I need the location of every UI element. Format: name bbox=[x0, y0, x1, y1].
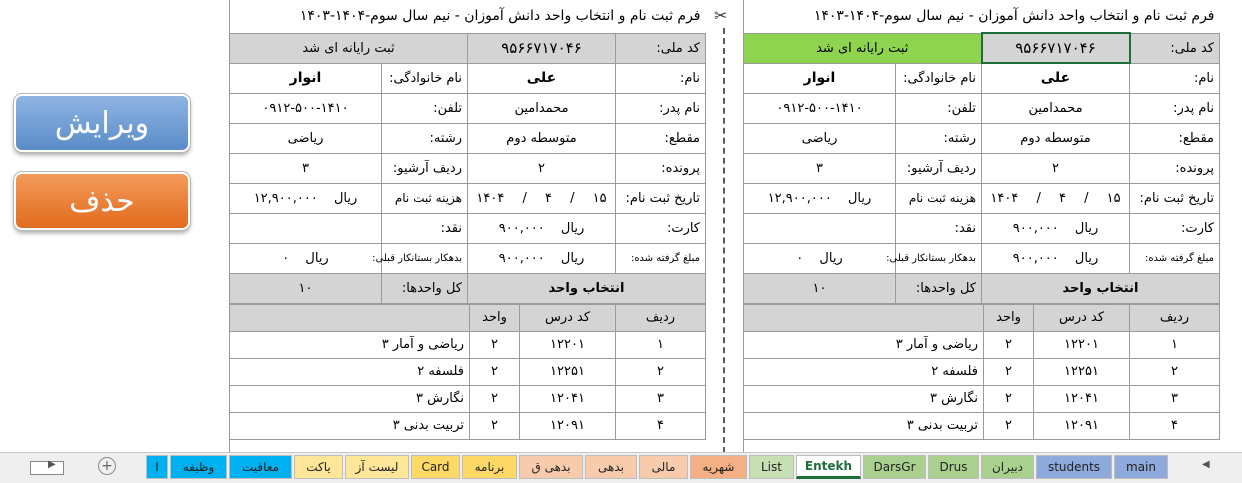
archive-value[interactable]: ۳ bbox=[744, 153, 896, 183]
table-row[interactable] bbox=[230, 412, 706, 439]
tab-card[interactable]: Card bbox=[411, 455, 460, 479]
col-header-name bbox=[230, 304, 470, 331]
total-units-label: کل واحدها: bbox=[382, 273, 468, 303]
course-code: ۱۲۰۹۱ bbox=[520, 412, 616, 439]
course-table bbox=[743, 304, 1220, 440]
tab-debt[interactable]: بدهی bbox=[585, 455, 637, 479]
level-label: مقطع: bbox=[1130, 123, 1220, 153]
course-units: ۲ bbox=[470, 331, 520, 358]
table-row[interactable] bbox=[744, 412, 1220, 439]
tab-truncated[interactable]: ا bbox=[146, 455, 168, 479]
currency-label: ریال bbox=[847, 190, 872, 206]
col-header-units: واحد bbox=[470, 304, 520, 331]
received-label: مبلغ گرفته شده: bbox=[616, 243, 706, 273]
first-name-label: نام: bbox=[616, 63, 706, 93]
card-label: کارت: bbox=[1130, 213, 1220, 243]
national-id-value[interactable]: ۹۵۶۶۷۱۷۰۴۶ bbox=[468, 33, 616, 63]
father-name-value[interactable]: محمدامین bbox=[468, 93, 616, 123]
phone-value[interactable]: ۰۹۱۲-۵۰۰-۱۴۱۰ bbox=[230, 93, 382, 123]
reg-month: ۴ bbox=[1058, 190, 1066, 206]
course-name: ریاضی و آمار ۳ bbox=[744, 331, 984, 358]
course-units: ۲ bbox=[984, 331, 1034, 358]
reg-date-value[interactable] bbox=[468, 183, 616, 213]
currency-label: ریال bbox=[560, 220, 585, 236]
fee-value[interactable] bbox=[744, 183, 896, 213]
reg-month: ۴ bbox=[544, 190, 552, 206]
tab-darsgr[interactable]: DarsGr bbox=[863, 455, 926, 479]
last-name-label: نام خانوادگی: bbox=[896, 63, 982, 93]
cash-value[interactable] bbox=[230, 213, 382, 243]
father-name-label: نام پدر: bbox=[1130, 93, 1220, 123]
received-label: مبلغ گرفته شده: bbox=[1130, 243, 1220, 273]
tab-prev-debt[interactable]: بدهی ق bbox=[519, 455, 583, 479]
tab-duty[interactable]: وظیفه bbox=[170, 455, 227, 479]
course-name: فلسفه ۲ bbox=[230, 358, 470, 385]
course-row-number: ۲ bbox=[1130, 358, 1220, 385]
tab-finance[interactable]: مالی bbox=[639, 455, 688, 479]
total-units-value[interactable]: ۱۰ bbox=[230, 273, 382, 303]
course-code: ۱۲۰۴۱ bbox=[520, 385, 616, 412]
table-row[interactable] bbox=[230, 331, 706, 358]
course-code: ۱۲۲۵۱ bbox=[520, 358, 616, 385]
received-amount: ۹۰۰,۰۰۰ bbox=[1012, 250, 1059, 266]
cut-line-divider bbox=[723, 28, 725, 453]
national-id-label: کد ملی: bbox=[616, 33, 706, 63]
form-title: فرم ثبت نام و انتخاب واحد دانش آموزان - نیم سال سوم-۱۴۰۴-۱۴۰۳ bbox=[744, 0, 1220, 33]
cash-label: نقد: bbox=[896, 213, 982, 243]
tab-tuition[interactable]: شهریه bbox=[690, 455, 747, 479]
tab-scroll-left-icon[interactable]: ◀ bbox=[1202, 459, 1210, 470]
field-value[interactable]: ریاضی bbox=[744, 123, 896, 153]
level-label: مقطع: bbox=[616, 123, 706, 153]
course-name: نگارش ۳ bbox=[744, 385, 984, 412]
file-value[interactable]: ۲ bbox=[982, 153, 1130, 183]
field-label: رشته: bbox=[896, 123, 982, 153]
course-code: ۱۲۰۴۱ bbox=[1034, 385, 1130, 412]
tab-schedule[interactable]: برنامه bbox=[462, 455, 517, 479]
col-header-code: کد درس bbox=[520, 304, 616, 331]
horizontal-scrollbar[interactable] bbox=[30, 461, 64, 475]
tab-exam-list[interactable]: لیست آز bbox=[345, 455, 409, 479]
form-table bbox=[229, 0, 706, 304]
card-value[interactable] bbox=[468, 213, 616, 243]
course-row-number: ۴ bbox=[616, 412, 706, 439]
registration-form-left bbox=[230, 0, 706, 452]
fee-value[interactable] bbox=[230, 183, 382, 213]
file-label: پرونده: bbox=[1130, 153, 1220, 183]
last-name-value[interactable]: انوار bbox=[230, 63, 382, 93]
selection-header: انتخاب واحد bbox=[468, 273, 706, 303]
level-value[interactable]: متوسطه دوم bbox=[982, 123, 1130, 153]
tab-drus[interactable]: Drus bbox=[928, 455, 979, 479]
date-separator: / bbox=[1036, 190, 1041, 206]
file-label: پرونده: bbox=[616, 153, 706, 183]
currency-label: ریال bbox=[1074, 220, 1099, 236]
phone-label: تلفن: bbox=[382, 93, 468, 123]
last-name-label: نام خانوادگی: bbox=[382, 63, 468, 93]
course-units: ۲ bbox=[984, 412, 1034, 439]
scroll-right-icon[interactable]: ▶ bbox=[48, 459, 56, 470]
course-name: نگارش ۳ bbox=[230, 385, 470, 412]
last-name-value[interactable]: انوار bbox=[744, 63, 896, 93]
father-name-label: نام پدر: bbox=[616, 93, 706, 123]
course-units: ۲ bbox=[984, 358, 1034, 385]
course-code: ۱۲۲۰۱ bbox=[520, 331, 616, 358]
reg-date-label: تاریخ ثبت نام: bbox=[1130, 183, 1220, 213]
course-table bbox=[229, 304, 706, 440]
course-code: ۱۲۲۵۱ bbox=[1034, 358, 1130, 385]
reg-day: ۱۵ bbox=[592, 190, 607, 206]
tab-envelope[interactable]: یاکت bbox=[294, 455, 343, 479]
registration-form-right bbox=[744, 0, 1220, 452]
received-value[interactable] bbox=[468, 243, 616, 273]
total-units-label: کل واحدها: bbox=[896, 273, 982, 303]
fee-amount: ۱۲,۹۰۰,۰۰۰ bbox=[253, 190, 318, 206]
course-row-number: ۲ bbox=[616, 358, 706, 385]
course-units: ۲ bbox=[470, 358, 520, 385]
fee-amount: ۱۲,۹۰۰,۰۰۰ bbox=[767, 190, 832, 206]
tab-teachers[interactable]: دبیران bbox=[981, 455, 1034, 479]
delete-button[interactable]: حذف bbox=[14, 172, 190, 230]
col-header-name bbox=[744, 304, 984, 331]
received-value[interactable] bbox=[982, 243, 1130, 273]
col-header-units: واحد bbox=[984, 304, 1034, 331]
course-code: ۱۲۰۹۱ bbox=[1034, 412, 1130, 439]
reg-day: ۱۵ bbox=[1106, 190, 1121, 206]
currency-label: ریال bbox=[333, 190, 358, 206]
add-sheet-button[interactable]: + bbox=[98, 457, 116, 475]
course-units: ۲ bbox=[984, 385, 1034, 412]
course-code: ۱۲۲۰۱ bbox=[1034, 331, 1130, 358]
currency-label: ریال bbox=[819, 250, 843, 266]
course-name: تربیت بدنی ۳ bbox=[230, 412, 470, 439]
tab-entekh[interactable]: Entekh bbox=[796, 455, 861, 479]
received-amount: ۹۰۰,۰۰۰ bbox=[498, 250, 545, 266]
form-title: فرم ثبت نام و انتخاب واحد دانش آموزان - نیم سال سوم-۱۴۰۴-۱۴۰۳ bbox=[230, 0, 706, 33]
course-units: ۲ bbox=[470, 385, 520, 412]
col-header-row: ردیف bbox=[616, 304, 706, 331]
course-row-number: ۳ bbox=[616, 385, 706, 412]
registration-status[interactable]: ثبت رایانه ای شد bbox=[744, 33, 982, 63]
currency-label: ریال bbox=[305, 250, 329, 266]
prev-balance-amount: ۰ bbox=[282, 250, 290, 266]
reg-date-label: تاریخ ثبت نام: bbox=[616, 183, 706, 213]
tab-list[interactable]: List bbox=[749, 455, 794, 479]
first-name-value[interactable]: علی bbox=[468, 63, 616, 93]
course-name: ریاضی و آمار ۳ bbox=[230, 331, 470, 358]
col-header-row: ردیف bbox=[1130, 304, 1220, 331]
archive-label: ردیف آرشیو: bbox=[896, 153, 982, 183]
table-row[interactable] bbox=[744, 385, 1220, 412]
cash-label: نقد: bbox=[382, 213, 468, 243]
field-value[interactable]: ریاضی bbox=[230, 123, 382, 153]
course-name: فلسفه ۲ bbox=[744, 358, 984, 385]
col-header-code: کد درس bbox=[1034, 304, 1130, 331]
reg-date-value[interactable] bbox=[982, 183, 1130, 213]
course-row-number: ۳ bbox=[1130, 385, 1220, 412]
national-id-value[interactable]: ۹۵۶۶۷۱۷۰۴۶ bbox=[982, 33, 1130, 63]
archive-value[interactable]: ۳ bbox=[230, 153, 382, 183]
first-name-value[interactable]: علی bbox=[982, 63, 1130, 93]
phone-value[interactable]: ۰۹۱۲-۵۰۰-۱۴۱۰ bbox=[744, 93, 896, 123]
national-id-label: کد ملی: bbox=[1130, 33, 1220, 63]
prev-balance-amount: ۰ bbox=[796, 250, 804, 266]
course-row-number: ۱ bbox=[1130, 331, 1220, 358]
reg-year: ۱۴۰۴ bbox=[990, 190, 1019, 206]
card-amount: ۹۰۰,۰۰۰ bbox=[1012, 220, 1059, 236]
fee-label: هزینه ثبت نام bbox=[896, 183, 982, 213]
prev-balance-value[interactable] bbox=[230, 243, 382, 273]
scissors-icon: ✂ bbox=[714, 6, 728, 25]
tab-students[interactable]: students bbox=[1036, 455, 1112, 479]
field-label: رشته: bbox=[382, 123, 468, 153]
fee-label: هزینه ثبت نام bbox=[382, 183, 468, 213]
table-row[interactable] bbox=[230, 358, 706, 385]
course-row-number: ۴ bbox=[1130, 412, 1220, 439]
form-table bbox=[743, 0, 1220, 304]
father-name-value[interactable]: محمدامین bbox=[982, 93, 1130, 123]
card-value[interactable] bbox=[982, 213, 1130, 243]
card-amount: ۹۰۰,۰۰۰ bbox=[498, 220, 545, 236]
phone-label: تلفن: bbox=[896, 93, 982, 123]
prev-balance-label: بدهکار بستانکار قبلی: bbox=[382, 243, 468, 273]
course-row-number: ۱ bbox=[616, 331, 706, 358]
reg-year: ۱۴۰۴ bbox=[476, 190, 505, 206]
course-units: ۲ bbox=[470, 412, 520, 439]
registration-status[interactable]: ثبت رایانه ای شد bbox=[230, 33, 468, 63]
prev-balance-value[interactable] bbox=[744, 243, 896, 273]
sheet-tab-bar bbox=[0, 452, 1242, 483]
edit-button[interactable]: ویرایش bbox=[14, 94, 190, 152]
tab-exemption[interactable]: معافیت bbox=[229, 455, 292, 479]
archive-label: ردیف آرشیو: bbox=[382, 153, 468, 183]
total-units-value[interactable]: ۱۰ bbox=[744, 273, 896, 303]
selection-header: انتخاب واحد bbox=[982, 273, 1220, 303]
prev-balance-label: بدهکار بستانکار قبلی: bbox=[896, 243, 982, 273]
course-name: تربیت بدنی ۳ bbox=[744, 412, 984, 439]
date-separator: / bbox=[522, 190, 527, 206]
date-separator: / bbox=[1084, 190, 1089, 206]
date-separator: / bbox=[570, 190, 575, 206]
table-row[interactable] bbox=[744, 358, 1220, 385]
table-row[interactable] bbox=[744, 331, 1220, 358]
currency-label: ریال bbox=[1074, 250, 1099, 266]
currency-label: ریال bbox=[560, 250, 585, 266]
level-value[interactable]: متوسطه دوم bbox=[468, 123, 616, 153]
table-row[interactable] bbox=[230, 385, 706, 412]
card-label: کارت: bbox=[616, 213, 706, 243]
file-value[interactable]: ۲ bbox=[468, 153, 616, 183]
first-name-label: نام: bbox=[1130, 63, 1220, 93]
tab-main[interactable]: main bbox=[1114, 455, 1168, 479]
cash-value[interactable] bbox=[744, 213, 896, 243]
